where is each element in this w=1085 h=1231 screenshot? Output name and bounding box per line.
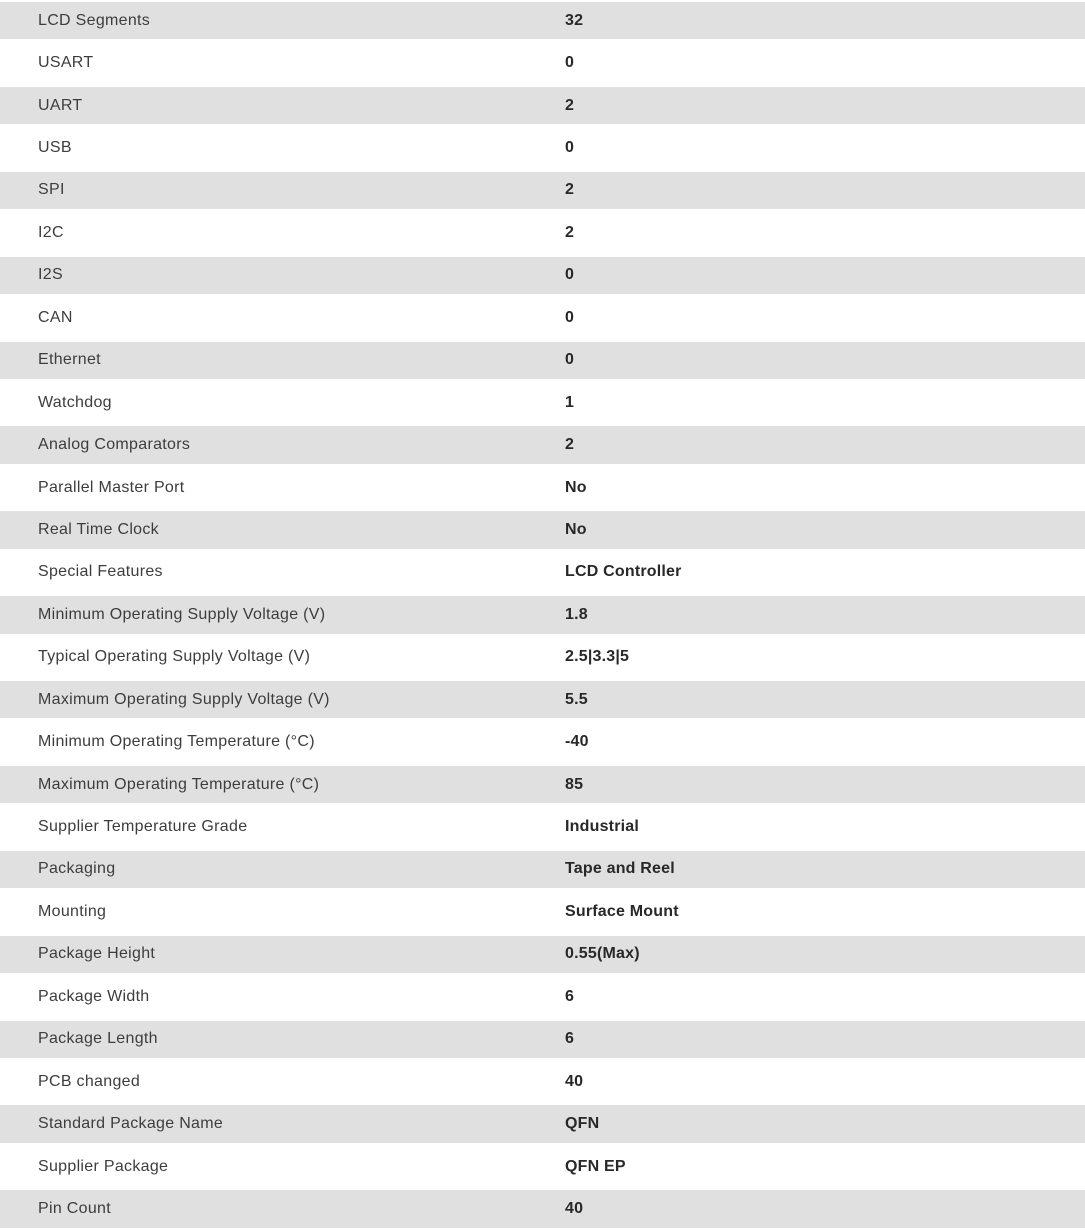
spec-attribute-value: No xyxy=(565,478,587,496)
spec-attribute-value: 32 xyxy=(565,11,584,29)
spec-attribute-label: PCB changed xyxy=(38,1072,141,1090)
spec-row xyxy=(0,679,1085,721)
spec-attribute-value: Tape and Reel xyxy=(565,860,675,878)
spec-attribute-value: No xyxy=(565,520,587,538)
spec-row xyxy=(0,467,1085,509)
spec-attribute-value: 40 xyxy=(565,1072,584,1090)
spec-attribute-label: I2S xyxy=(38,266,63,284)
spec-attribute-value: 85 xyxy=(565,775,584,793)
spec-attribute-label: Pin Count xyxy=(38,1199,111,1217)
spec-row xyxy=(0,976,1085,1018)
spec-attribute-label: Minimum Operating Temperature (°C) xyxy=(38,733,315,751)
spec-attribute-value: 0 xyxy=(565,139,575,157)
spec-attribute-value: 40 xyxy=(565,1199,584,1217)
spec-row xyxy=(0,0,1085,42)
spec-attribute-value: 2 xyxy=(565,436,575,454)
spec-attribute-label: Real Time Clock xyxy=(38,520,159,538)
spec-row xyxy=(0,1019,1085,1061)
spec-attribute-value: 1 xyxy=(565,393,575,411)
spec-attribute-value: 0 xyxy=(565,308,575,326)
spec-attribute-value: 2.5|3.3|5 xyxy=(565,648,630,666)
spec-attribute-label: Maximum Operating Supply Voltage (V) xyxy=(38,690,330,708)
spec-attribute-label: UART xyxy=(38,96,83,114)
spec-attribute-value: Surface Mount xyxy=(565,902,679,920)
spec-row xyxy=(0,637,1085,679)
spec-attribute-label: Supplier Temperature Grade xyxy=(38,818,248,836)
spec-attribute-label: Maximum Operating Temperature (°C) xyxy=(38,775,320,793)
spec-attribute-value: QFN EP xyxy=(565,1157,626,1175)
spec-attribute-label: Package Width xyxy=(38,987,150,1005)
spec-attribute-value: 6 xyxy=(565,1030,575,1048)
spec-row xyxy=(0,1103,1085,1145)
spec-attribute-value: 0 xyxy=(565,54,575,72)
spec-row xyxy=(0,1188,1085,1230)
spec-attribute-value: 6 xyxy=(565,987,575,1005)
spec-row xyxy=(0,509,1085,551)
spec-attribute-value: 5.5 xyxy=(565,690,588,708)
spec-attribute-label: Package Height xyxy=(38,945,156,963)
spec-attribute-label: Packaging xyxy=(38,860,116,878)
spec-row xyxy=(0,297,1085,339)
spec-row xyxy=(0,424,1085,466)
spec-row xyxy=(0,891,1085,933)
spec-attribute-label: Mounting xyxy=(38,902,107,920)
spec-row xyxy=(0,1146,1085,1188)
spec-row xyxy=(0,127,1085,169)
spec-row xyxy=(0,849,1085,891)
spec-row xyxy=(0,255,1085,297)
spec-row xyxy=(0,85,1085,127)
spec-row xyxy=(0,212,1085,254)
spec-row xyxy=(0,721,1085,763)
spec-attribute-label: Supplier Package xyxy=(38,1157,169,1175)
spec-row xyxy=(0,42,1085,84)
spec-row xyxy=(0,594,1085,636)
spec-attribute-label: SPI xyxy=(38,181,65,199)
spec-attribute-value: 2 xyxy=(565,96,575,114)
spec-attribute-value: 2 xyxy=(565,181,575,199)
spec-row xyxy=(0,382,1085,424)
spec-row xyxy=(0,1061,1085,1103)
spec-row xyxy=(0,934,1085,976)
spec-attribute-label: Ethernet xyxy=(38,351,101,369)
spec-attribute-value: 2 xyxy=(565,223,575,241)
spec-attribute-label: USART xyxy=(38,54,94,72)
spec-attribute-value: 1.8 xyxy=(565,605,588,623)
spec-attribute-value: 0 xyxy=(565,351,575,369)
spec-attribute-label: LCD Segments xyxy=(38,11,151,29)
spec-attribute-label: Special Features xyxy=(38,563,163,581)
spec-row xyxy=(0,806,1085,848)
spec-row xyxy=(0,552,1085,594)
spec-attribute-value: Industrial xyxy=(565,818,640,836)
spec-attribute-value: 0.55(Max) xyxy=(565,945,640,963)
spec-attribute-value: QFN xyxy=(565,1115,600,1133)
spec-attribute-label: Typical Operating Supply Voltage (V) xyxy=(38,648,311,666)
spec-attribute-label: Analog Comparators xyxy=(38,436,191,454)
spec-attribute-label: Parallel Master Port xyxy=(38,478,185,496)
spec-attribute-label: CAN xyxy=(38,308,73,326)
spec-attribute-label: Standard Package Name xyxy=(38,1115,224,1133)
spec-row xyxy=(0,170,1085,212)
spec-attribute-value: -40 xyxy=(565,733,589,751)
spec-row xyxy=(0,340,1085,382)
spec-row xyxy=(0,764,1085,806)
spec-attribute-label: Watchdog xyxy=(38,393,112,411)
spec-attribute-label: Package Length xyxy=(38,1030,158,1048)
spec-attribute-label: USB xyxy=(38,139,72,157)
spec-attribute-label: I2C xyxy=(38,223,64,241)
spec-attribute-value: 0 xyxy=(565,266,575,284)
spec-attribute-label: Minimum Operating Supply Voltage (V) xyxy=(38,605,326,623)
spec-attribute-value: LCD Controller xyxy=(565,563,682,581)
